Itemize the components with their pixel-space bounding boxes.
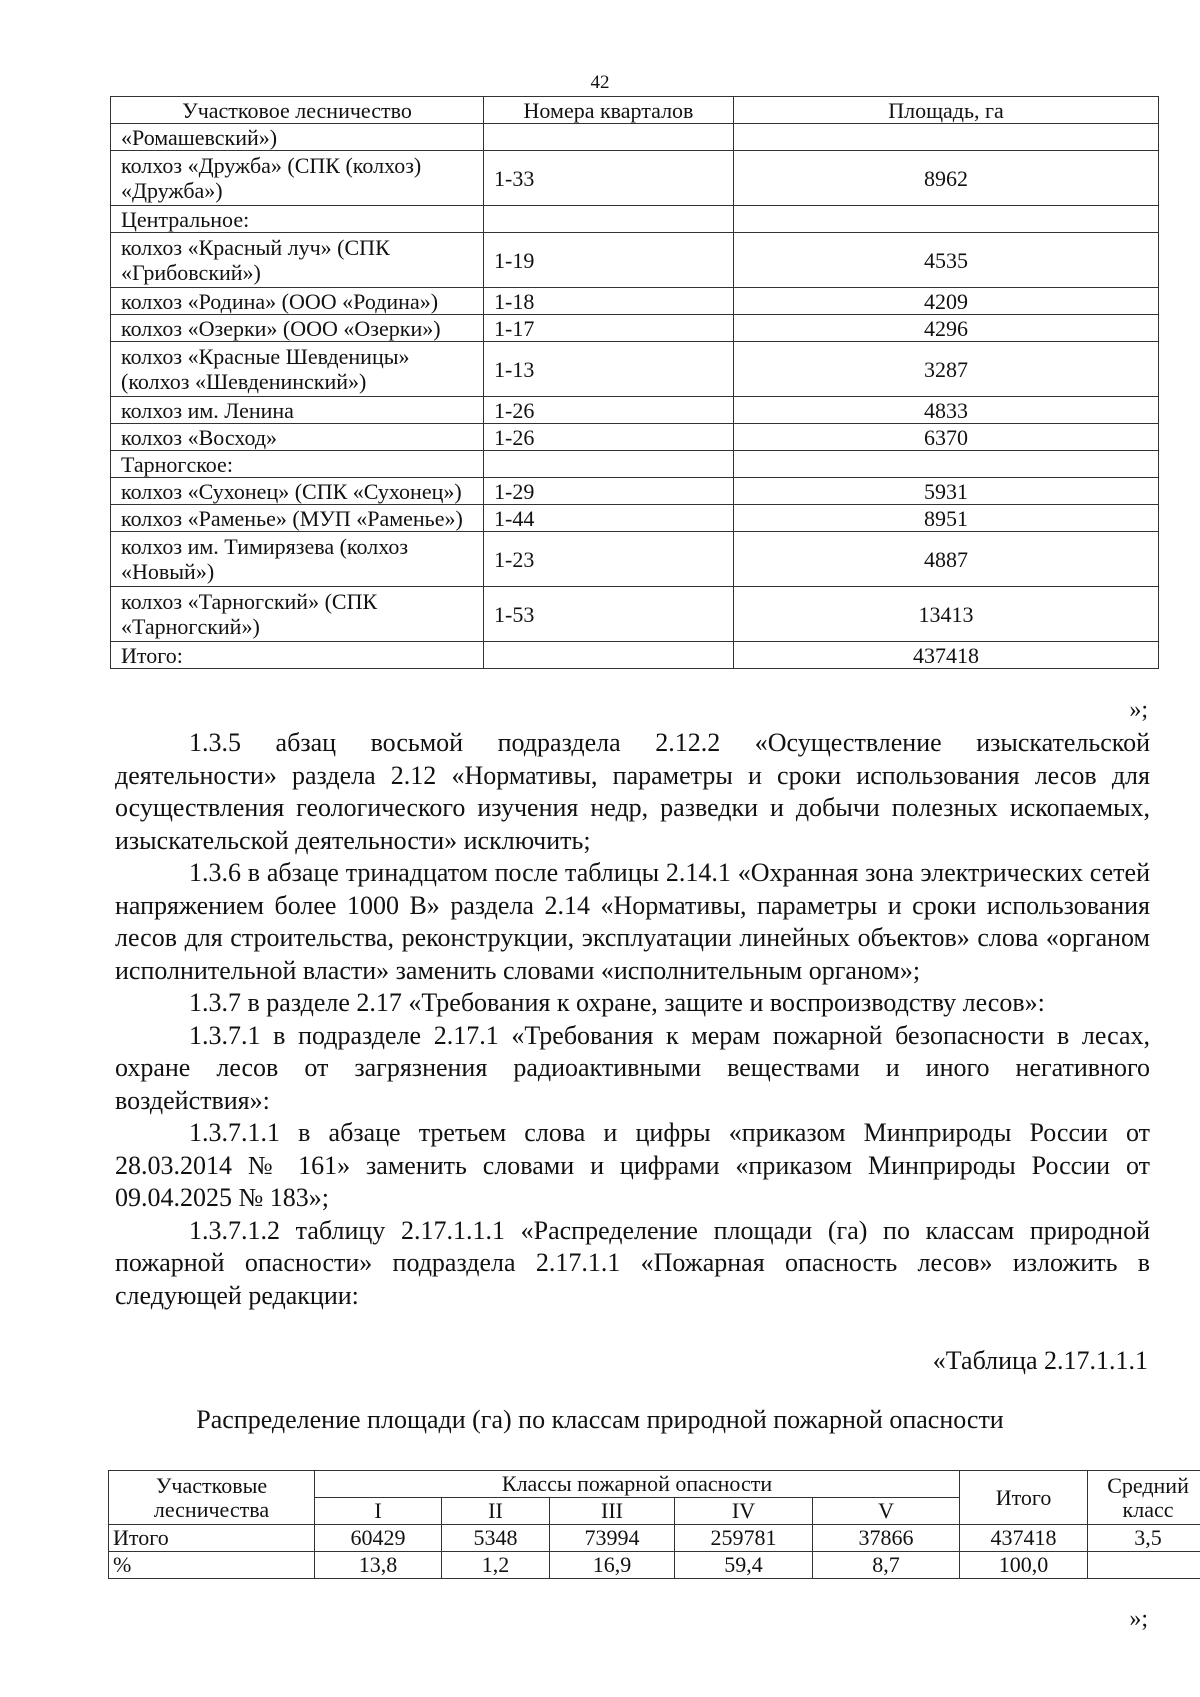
class-header: V	[813, 1498, 960, 1525]
class-value: 8,7	[813, 1552, 960, 1579]
area-value: 4833	[734, 397, 1159, 424]
average-class-value	[1088, 1552, 1200, 1579]
forestry-name: Тарногское:	[111, 451, 484, 478]
quarter-numbers: 1-53	[484, 587, 734, 642]
class-header: II	[442, 1498, 550, 1525]
class-value: 13,8	[315, 1552, 442, 1579]
table-row	[111, 288, 1159, 315]
quarter-numbers	[484, 451, 734, 478]
forestry-areas-table	[110, 96, 1159, 669]
forestry-name: колхоз им. Ленина	[111, 397, 484, 424]
quarter-numbers: 1-26	[484, 424, 734, 451]
row-label: Итого	[109, 1525, 315, 1552]
paragraph-1-3-5: 1.3.5 абзац восьмой подраздела 2.12.2 «Осуществление изыскательской деятельности» раздела 2.12 «Нормативы, параметры и сроки использования лесов для осуществления геологического изучения недр, разведки и добычи полезных ископаемых, изыскательской деятельности» исключить;	[115, 728, 1150, 855]
table-row	[111, 424, 1159, 451]
quarter-numbers: 1-18	[484, 288, 734, 315]
total-label: Итого:	[111, 642, 484, 669]
area-value	[734, 124, 1159, 151]
total-value: 100,0	[960, 1552, 1088, 1579]
quarter-numbers: 1-23	[484, 532, 734, 587]
area-value	[734, 206, 1159, 233]
forestry-name: колхоз «Сухонец» (СПК «Сухонец»)	[111, 478, 484, 505]
column-header-quarters: Номера кварталов	[484, 97, 734, 124]
table-row	[111, 532, 1159, 587]
class-header: I	[315, 1498, 442, 1525]
area-value: 4209	[734, 288, 1159, 315]
area-value: 4535	[734, 233, 1159, 288]
table-row	[111, 315, 1159, 342]
quarter-numbers: 1-17	[484, 315, 734, 342]
column-header-classes: Классы пожарной опасности	[315, 1471, 960, 1498]
forestry-name: колхоз «Озерки» (ООО «Озерки»)	[111, 315, 484, 342]
table-row	[109, 1552, 1200, 1579]
paragraph-1-3-6: 1.3.6 в абзаце тринадцатом после таблицы 2.14.1 «Охранная зона электрических сетей напряжением более 1000 В» раздела 2.14 «Нормативы, параметры и сроки использования лесов для строительства, реконструкции, эксплуатации линейных объектов» слова «органом исполнительной власти» заменить словами «исполнительным органом»;	[115, 858, 1150, 985]
forestry-name: колхоз «Тарногский» (СПК «Тарногский»)	[111, 587, 484, 642]
table-caption: Распределение площади (га) по классам природной пожарной опасности	[196, 1405, 1004, 1434]
closing-quote: »;	[1129, 697, 1148, 723]
class-value: 16,9	[550, 1552, 675, 1579]
area-value: 3287	[734, 342, 1159, 397]
quarter-numbers: 1-33	[484, 151, 734, 206]
area-value: 8962	[734, 151, 1159, 206]
class-value: 60429	[315, 1525, 442, 1552]
quarter-numbers: 1-19	[484, 233, 734, 288]
table-row	[111, 478, 1159, 505]
quarter-numbers	[484, 124, 734, 151]
table-row	[111, 342, 1159, 397]
table-row	[111, 451, 1159, 478]
column-header-area: Площадь, га	[734, 97, 1159, 124]
class-value: 1,2	[442, 1552, 550, 1579]
class-value: 73994	[550, 1525, 675, 1552]
paragraph-1-3-7-1: 1.3.7.1 в подразделе 2.17.1 «Требования к мерам пожарной безопасности в лесах, охране лесов от загрязнения радиоактивными веществами и иного негативного воздействия»:	[115, 1020, 1150, 1115]
forestry-name: колхоз «Красные Шевденицы» (колхоз «Шевденинский»)	[111, 342, 484, 397]
table-row	[111, 587, 1159, 642]
table-row	[111, 505, 1159, 532]
table-label: «Таблица 2.17.1.1.1	[932, 1346, 1148, 1375]
table-row	[111, 124, 1159, 151]
area-value: 8951	[734, 505, 1159, 532]
forestry-name: колхоз «Дружба» (СПК (колхоз) «Дружба»)	[111, 151, 484, 206]
table-header-row	[109, 1471, 1200, 1498]
table-row	[111, 397, 1159, 424]
paragraph-1-3-7: 1.3.7 в разделе 2.17 «Требования к охране, защите и воспроизводству лесов»:	[189, 988, 1045, 1017]
quarter-numbers: 1-44	[484, 505, 734, 532]
forestry-name: колхоз «Восход»	[111, 424, 484, 451]
forestry-name: «Ромашевский»)	[111, 124, 484, 151]
forestry-name: Центральное:	[111, 206, 484, 233]
fire-danger-table	[108, 1470, 1200, 1579]
forestry-name: колхоз «Раменье» (МУП «Раменье»)	[111, 505, 484, 532]
forestry-name: колхоз «Родина» (ООО «Родина»)	[111, 288, 484, 315]
class-header: IV	[675, 1498, 813, 1525]
table-row	[109, 1525, 1200, 1552]
area-value: 6370	[734, 424, 1159, 451]
area-value: 4296	[734, 315, 1159, 342]
column-header-forestry: Участковое лесничество	[111, 97, 484, 124]
class-value: 37866	[813, 1525, 960, 1552]
row-label: %	[109, 1552, 315, 1579]
closing-quote: »;	[1129, 1606, 1148, 1632]
area-value: 13413	[734, 587, 1159, 642]
average-class-value: 3,5	[1088, 1525, 1200, 1552]
page-number: 42	[590, 72, 610, 93]
table-row	[111, 151, 1159, 206]
column-header-forestry: Участковые лесничества	[109, 1471, 315, 1525]
area-value: 5931	[734, 478, 1159, 505]
amendment-text	[115, 727, 1150, 1312]
table-row	[111, 206, 1159, 233]
quarter-numbers	[484, 642, 734, 669]
forestry-name: колхоз им. Тимирязева (колхоз «Новый»)	[111, 532, 484, 587]
total-area-value: 437418	[734, 642, 1159, 669]
paragraph-1-3-7-1-2: 1.3.7.1.2 таблицу 2.17.1.1.1 «Распределение площади (га) по классам природной пожарной опасности» подраздела 2.17.1.1 «Пожарная опасность лесов» изложить в следующей редакции:	[115, 1215, 1150, 1310]
class-header: III	[550, 1498, 675, 1525]
table-header-row	[111, 97, 1159, 124]
area-value	[734, 451, 1159, 478]
paragraph-1-3-7-1-1: 1.3.7.1.1 в абзаце третьем слова и цифры «приказом Минприроды России от 28.03.2014 № 161» заменить словами и цифрами «приказом Минприроды России от 09.04.2025 № 183»;	[115, 1118, 1150, 1212]
total-value: 437418	[960, 1525, 1088, 1552]
class-value: 59,4	[675, 1552, 813, 1579]
class-value: 259781	[675, 1525, 813, 1552]
quarter-numbers	[484, 206, 734, 233]
column-header-total: Итого	[960, 1471, 1088, 1525]
quarter-numbers: 1-29	[484, 478, 734, 505]
forestry-name: колхоз «Красный луч» (СПК «Грибовский»)	[111, 233, 484, 288]
area-value: 4887	[734, 532, 1159, 587]
table-total-row	[111, 642, 1159, 669]
column-header-average-class: Средний класс	[1088, 1471, 1200, 1525]
quarter-numbers: 1-26	[484, 397, 734, 424]
class-value: 5348	[442, 1525, 550, 1552]
quarter-numbers: 1-13	[484, 342, 734, 397]
table-row	[111, 233, 1159, 288]
